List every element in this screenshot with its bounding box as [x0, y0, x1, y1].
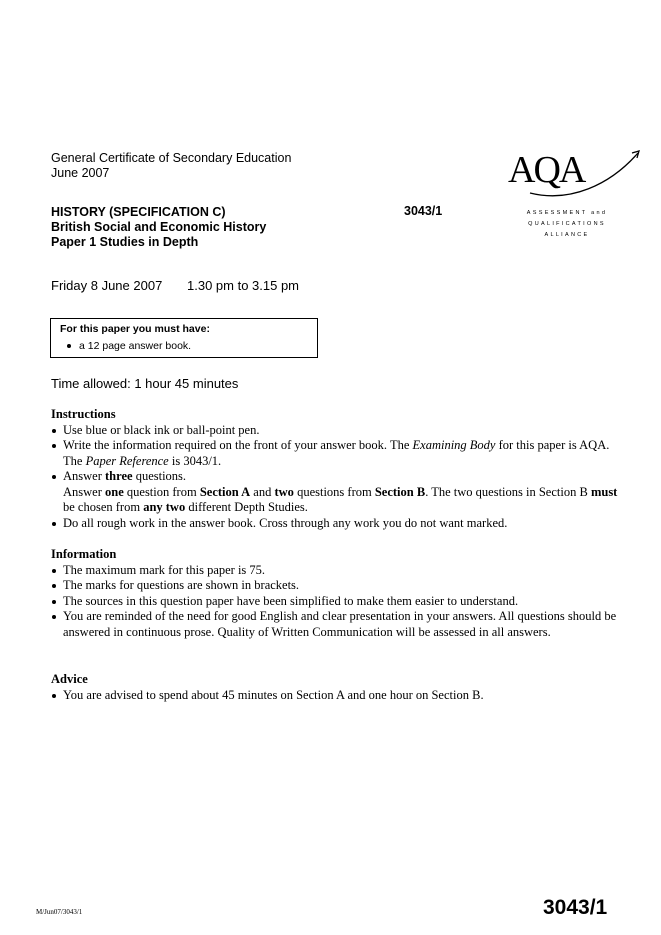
instructions-list	[51, 423, 621, 532]
exam-session: June 2007	[51, 166, 110, 180]
instructions-heading: Instructions	[51, 407, 116, 421]
time-allowed: Time allowed: 1 hour 45 minutes	[51, 376, 239, 391]
list-item	[51, 438, 621, 469]
paper-code: 3043/1	[404, 204, 443, 218]
qualification-title: General Certificate of Secondary Education	[51, 151, 292, 165]
aqa-logo	[500, 145, 645, 245]
list-item: You are advised to spend about 45 minutes on Section A and one hour on Section B.	[51, 688, 621, 704]
instruction-bold: two	[274, 484, 294, 499]
logo-line-1: ASSESSMENT and	[526, 210, 608, 216]
materials-box	[50, 318, 318, 358]
subject-subtitle: British Social and Economic History	[51, 220, 267, 234]
instruction-emphasis: Examining Body	[412, 438, 496, 452]
materials-item-text: a 12 page answer book.	[79, 340, 192, 352]
logo-line-2: QUALIFICATIONS	[528, 221, 606, 227]
logo-wordmark: AQA	[508, 149, 585, 191]
list-item-continuation	[51, 485, 621, 516]
instruction-text: and	[250, 484, 275, 499]
instruction-bold: one	[105, 484, 124, 499]
instruction-bold: must	[590, 484, 618, 499]
instruction-text: Write the information required on the front of your answer book. The	[63, 438, 413, 452]
list-item: You are reminded of the need for good English and clear presentation in your answers. All questions should be answered in continuous prose. Quality of Written Communication will be assessed in all answers.	[51, 609, 621, 640]
instructions-section	[51, 407, 621, 531]
instruction-text: different Depth Studies.	[185, 500, 308, 514]
instruction-bold: Section B	[374, 484, 426, 499]
instruction-emphasis: Paper Reference	[85, 453, 169, 468]
instruction-text: questions.	[132, 469, 187, 483]
instruction-text: Do all rough work in the answer book. Cross through any work you do not want marked.	[63, 515, 508, 530]
list-item: The maximum mark for this paper is 75.	[51, 563, 621, 579]
logo-line-3: ALLIANCE	[544, 232, 590, 238]
subject-title: HISTORY (SPECIFICATION C)	[51, 205, 226, 219]
advice-list	[51, 688, 621, 704]
instruction-text: for this paper is AQA. The	[63, 438, 610, 468]
footer-reference: M/Jun07/3043/1	[36, 908, 83, 916]
information-list	[51, 563, 621, 641]
instruction-text: is 3043/1.	[168, 453, 222, 468]
instruction-bold: any two	[143, 500, 186, 514]
instruction-text: . The two questions in Section B	[425, 484, 591, 499]
instruction-text: questions from	[293, 484, 375, 499]
advice-section	[51, 672, 621, 703]
footer-paper-code: 3043/1	[543, 896, 608, 919]
exam-time: 1.30 pm to 3.15 pm	[187, 278, 300, 293]
instruction-text: Answer	[63, 469, 106, 483]
advice-heading: Advice	[51, 672, 88, 686]
instruction-bold: three	[105, 469, 133, 483]
instruction-text: be chosen from	[63, 500, 144, 514]
list-item: The sources in this question paper have been simplified to make them easier to understand.	[51, 594, 621, 610]
list-item: The marks for questions are shown in brackets.	[51, 578, 621, 594]
materials-box-title: For this paper you must have:	[60, 323, 210, 335]
instruction-text: Use blue or black ink or ball-point pen.	[63, 422, 260, 437]
exam-date: Friday 8 June 2007	[51, 278, 163, 293]
materials-box-item	[67, 340, 191, 352]
paper-title: Paper 1 Studies in Depth	[51, 235, 199, 249]
list-item	[51, 469, 621, 485]
information-heading: Information	[51, 547, 117, 561]
list-item	[51, 423, 621, 439]
information-section	[51, 547, 621, 640]
instruction-bold: Section A	[199, 484, 251, 499]
instruction-text: question from	[123, 484, 200, 499]
instruction-text: Answer	[63, 484, 106, 499]
list-item	[51, 516, 621, 532]
bullet-icon	[67, 344, 71, 348]
